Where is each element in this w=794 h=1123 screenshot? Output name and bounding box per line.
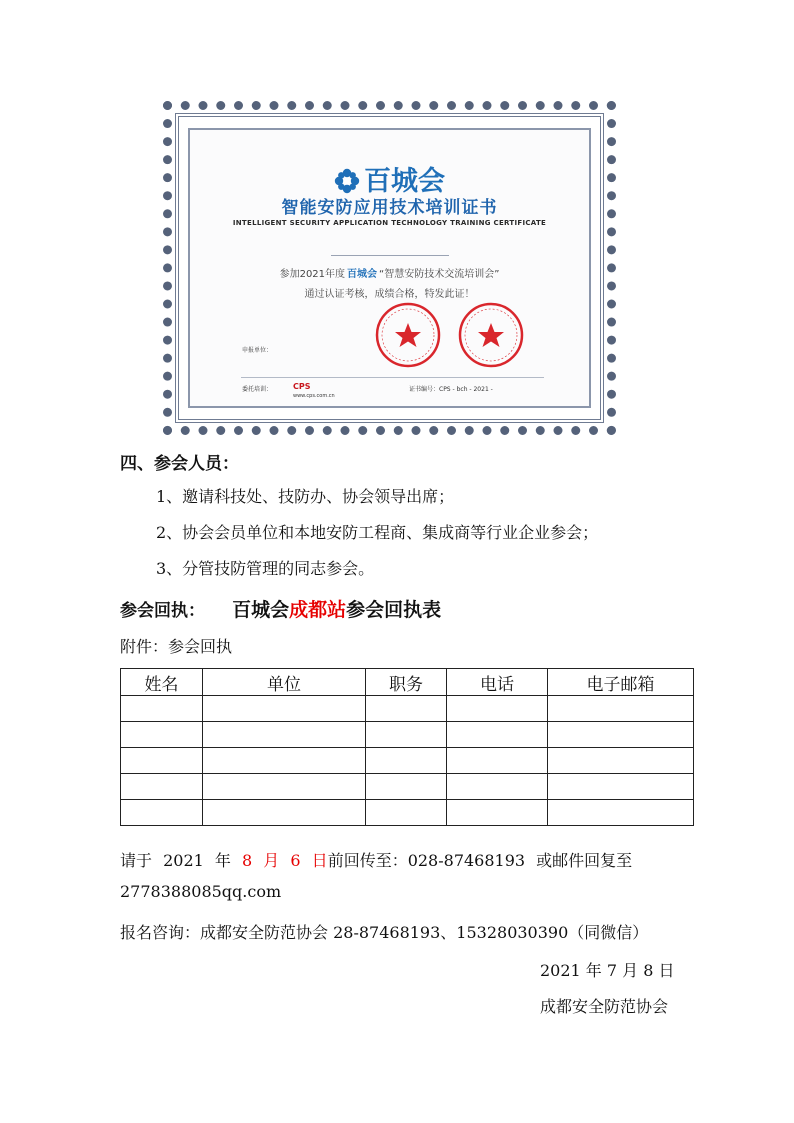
deadline-suffix: 前回传至：028-87468193 或邮件回复至 bbox=[327, 851, 633, 870]
reply-title bbox=[232, 599, 441, 621]
certificate-logo-text: 百城会 bbox=[364, 166, 445, 197]
table-cell[interactable] bbox=[548, 722, 694, 748]
table-cell[interactable] bbox=[121, 722, 203, 748]
column-header-phone: 电话 bbox=[447, 669, 548, 696]
participate-prefix: 参加2021年度 bbox=[279, 269, 346, 280]
certificate-passed-text: 通过认证考核，成绩合格，特发此证！ bbox=[304, 289, 475, 300]
table-cell[interactable] bbox=[203, 722, 366, 748]
certificate-commission-label: 委托培训： bbox=[242, 386, 273, 393]
section-heading: 四、参会人员： bbox=[120, 454, 239, 474]
red-seal-stamp-icon bbox=[458, 302, 524, 368]
deadline-month: 8 bbox=[242, 851, 253, 870]
certificate-participate-line bbox=[163, 265, 616, 280]
reply-title-prefix: 百城会 bbox=[232, 599, 290, 621]
certificate-applicant-label: 申报单位： bbox=[242, 347, 273, 354]
deadline-day: 6 bbox=[290, 851, 301, 870]
attachment-label: 附件：参会回执 bbox=[120, 637, 233, 656]
table-cell[interactable] bbox=[366, 774, 447, 800]
flower-logo-icon bbox=[334, 168, 360, 194]
deadline-day-unit: 日 bbox=[311, 851, 328, 870]
column-header-name: 姓名 bbox=[121, 669, 203, 696]
table-row bbox=[121, 722, 694, 748]
cps-url: www.cps.com.cn bbox=[293, 393, 335, 399]
table-cell[interactable] bbox=[121, 800, 203, 826]
certificate-title-cn: 智能安防应用技术培训证书 bbox=[281, 198, 498, 218]
deadline-month-unit: 月 bbox=[263, 851, 280, 870]
reply-title-suffix: 参会回执表 bbox=[346, 599, 442, 621]
table-cell[interactable] bbox=[447, 800, 548, 826]
table-row bbox=[121, 774, 694, 800]
table-row bbox=[121, 748, 694, 774]
consult-info: 报名咨询：成都安全防范协会 28-87468193、15328030390（同微信） bbox=[120, 923, 649, 942]
table-cell[interactable] bbox=[548, 748, 694, 774]
cps-logo: CPS bbox=[293, 382, 311, 391]
reply-table bbox=[120, 668, 694, 826]
reply-email: 2778388085qq.com bbox=[120, 882, 282, 901]
certificate-name-line bbox=[331, 255, 449, 256]
table-cell[interactable] bbox=[203, 696, 366, 722]
certificate-title-en: INTELLIGENT SECURITY APPLICATION TECHNOLOGY TRAINING CERTIFICATE bbox=[232, 219, 547, 227]
document-date: 2021 年 7 月 8 日 bbox=[540, 961, 675, 980]
table-cell[interactable] bbox=[121, 696, 203, 722]
table-cell[interactable] bbox=[548, 800, 694, 826]
table-cell[interactable] bbox=[366, 696, 447, 722]
certificate-number-label: 证书编号：CPS - bch - 2021 - bbox=[409, 386, 493, 393]
reply-label: 参会回执： bbox=[120, 601, 205, 621]
table-row bbox=[121, 696, 694, 722]
table-cell[interactable] bbox=[121, 748, 203, 774]
table-cell[interactable] bbox=[203, 800, 366, 826]
column-header-email: 电子邮箱 bbox=[548, 669, 694, 696]
column-header-position: 职务 bbox=[366, 669, 447, 696]
list-item: 2、协会会员单位和本地安防工程商、集成商等行业企业参会； bbox=[156, 523, 599, 542]
table-cell[interactable] bbox=[447, 696, 548, 722]
participate-logo: 百城会 bbox=[347, 269, 378, 280]
table-cell[interactable] bbox=[366, 748, 447, 774]
table-cell[interactable] bbox=[447, 722, 548, 748]
table-cell[interactable] bbox=[366, 722, 447, 748]
participate-suffix: “智慧安防技术交流培训会” bbox=[379, 269, 500, 280]
table-cell[interactable] bbox=[203, 774, 366, 800]
reply-heading bbox=[120, 595, 441, 622]
list-item: 1、邀请科技处、技防办、协会领导出席； bbox=[156, 487, 455, 506]
table-cell[interactable] bbox=[203, 748, 366, 774]
table-cell[interactable] bbox=[121, 774, 203, 800]
red-seal-stamp-icon bbox=[375, 302, 441, 368]
training-certificate-image bbox=[163, 101, 616, 435]
table-row bbox=[121, 800, 694, 826]
deadline-prefix: 请于 2021 年 bbox=[120, 851, 231, 870]
list-item: 3、分管技防管理的同志参会。 bbox=[156, 559, 375, 578]
table-header-row bbox=[121, 669, 694, 696]
issuing-organization: 成都安全防范协会 bbox=[540, 997, 669, 1016]
table-cell[interactable] bbox=[548, 774, 694, 800]
table-cell[interactable] bbox=[366, 800, 447, 826]
certificate-footer-divider bbox=[241, 377, 544, 378]
column-header-unit: 单位 bbox=[203, 669, 366, 696]
deadline-text bbox=[120, 848, 632, 871]
table-cell[interactable] bbox=[447, 774, 548, 800]
table-cell[interactable] bbox=[447, 748, 548, 774]
reply-title-highlight: 成都站 bbox=[289, 599, 347, 621]
table-cell[interactable] bbox=[548, 696, 694, 722]
